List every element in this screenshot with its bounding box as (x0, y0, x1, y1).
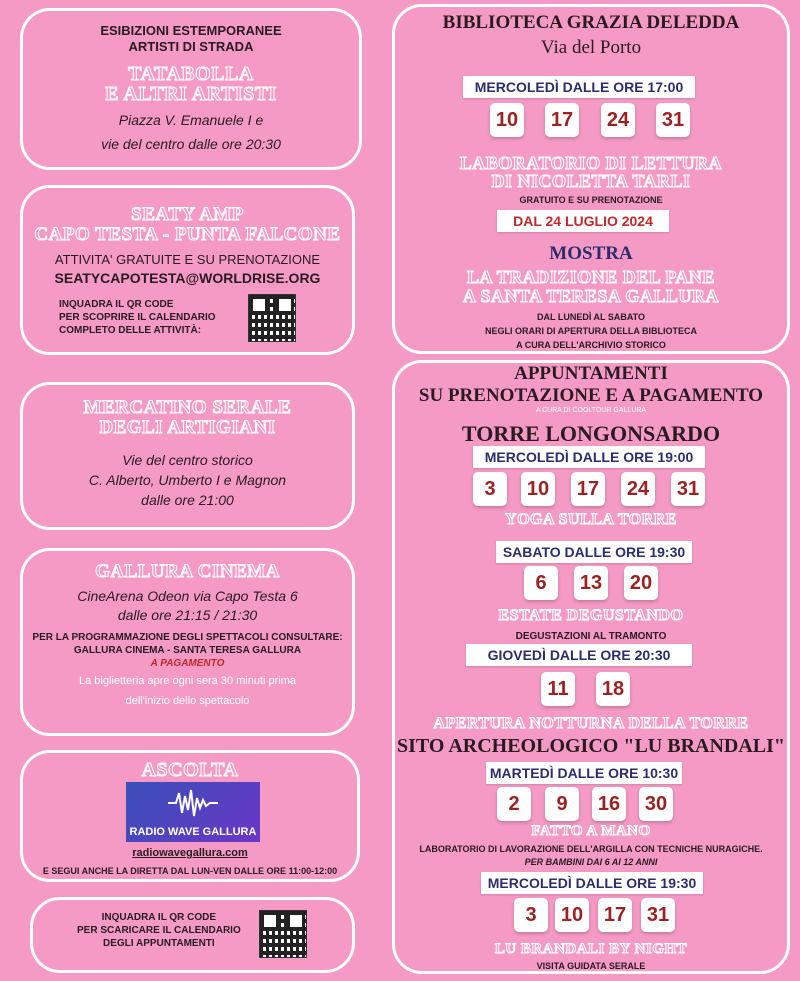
cinema-card (20, 548, 355, 736)
schedule-bar: MERCOLEDÌ DALLE ORE 19:00 (473, 446, 705, 468)
organizer-note: A CURA DI COOLTOUR GALLURA (535, 407, 647, 414)
qr-line: PER SCARICARE IL CALENDARIO (77, 925, 241, 936)
event-title: LA TRADIZIONE DEL PANE (467, 267, 715, 287)
event-note: DEGUSTAZIONI AL TRAMONTO (515, 631, 667, 642)
schedule-bar: MARTEDÌ DALLE ORE 10:30 (486, 762, 682, 784)
email-link[interactable]: SEATYCAPOTESTA@WORLDRISE.ORG (54, 270, 321, 286)
event-note: GRATUITO E SU PRENOTAZIONE (519, 195, 663, 205)
event-note: PER BAMBINI DAI 6 AI 12 ANNI (524, 857, 658, 867)
qr-instructions (59, 298, 216, 337)
date-box: 17 (571, 472, 605, 506)
event-title: FATTO A MANO (531, 823, 651, 839)
card-text: C. Alberto, Umberto I e Magnon (88, 472, 287, 488)
date-box: 11 (541, 672, 575, 706)
soundwave-icon (168, 788, 218, 818)
date-box: 13 (574, 566, 608, 600)
card-location: vie del centro dalle ore 20:30 (101, 136, 281, 152)
card-text: CineArena Odeon via Capo Testa 6 (77, 588, 298, 604)
date-box: 2 (497, 787, 531, 821)
date-box: 10 (521, 472, 555, 506)
paid-label: A PAGAMENTO (150, 658, 225, 669)
card-location: Piazza V. Emanuele I e (118, 112, 264, 128)
qr-line: INQUADRA IL QR CODE (59, 299, 174, 310)
card-title: ASCOLTA (141, 759, 239, 781)
event-note: A CURA DELL'ARCHIVIO STORICO (516, 340, 666, 350)
qr-line: PER SCOPRIRE IL CALENDARIO (59, 312, 216, 323)
section-title: SITO ARCHEOLOGICO "LU BRANDALI" (396, 735, 786, 757)
card-title: E ALTRI ARTISTI (105, 83, 277, 105)
qr-code-icon[interactable] (259, 910, 307, 958)
card-title: TATABOLLA (128, 63, 254, 85)
date-box: 31 (641, 898, 675, 932)
schedule-bar (497, 210, 669, 232)
date-box: 24 (601, 103, 635, 137)
date-box: 6 (524, 566, 558, 600)
qr-line: DEGLI APPUNTAMENTI (103, 938, 215, 949)
event-title: YOGA SULLA TORRE (505, 511, 677, 528)
library-title: BIBLIOTECA GRAZIA DELEDDA (442, 12, 740, 33)
card-text: dalle ore 21:15 / 21:30 (117, 607, 258, 623)
card-title: DEGLI ARTIGIANI (99, 417, 276, 438)
qr-line: INQUADRA IL QR CODE (101, 912, 217, 923)
event-title: LU BRANDALI BY NIGHT (494, 941, 688, 957)
street-artists-card (20, 8, 362, 170)
card-title: MERCATINO SERALE (83, 397, 292, 418)
event-title: A SANTA TERESA GALLURA (463, 286, 719, 306)
card-line: ESIBIZIONI ESTEMPORANEE (100, 23, 282, 38)
appointments-title: SU PRENOTAZIONE E A PAGAMENTO (418, 385, 764, 406)
qr-instructions (77, 911, 241, 950)
date-range: DAL 24 LUGLIO 2024 (513, 213, 653, 229)
schedule-bar: SABATO DALLE ORE 19:30 (496, 541, 692, 563)
card-subtitle: ATTIVITA' GRATUITE E SU PRENOTAZIONE (54, 252, 321, 267)
date-box: 24 (621, 472, 655, 506)
card-text: GALLURA CINEMA - SANTA TERESA GALLURA (73, 645, 302, 656)
schedule-bar: MERCOLEDÌ DALLE ORE 19:30 (481, 872, 703, 894)
date-box: 31 (671, 472, 705, 506)
date-box: 17 (598, 898, 632, 932)
event-note: LABORATORIO DI LAVORAZIONE DELL'ARGILLA CON TECNICHE NURAGICHE. (419, 844, 763, 854)
schedule-bar: GIOVEDÌ DALLE ORE 20:30 (466, 644, 692, 666)
qr-code-icon[interactable] (248, 294, 296, 342)
event-title: DI NICOLETTA TARLI (491, 171, 691, 191)
date-box: 3 (514, 898, 548, 932)
radio-url[interactable]: radiowavegallura.com (132, 847, 248, 859)
seatyamp-card (20, 185, 355, 355)
library-address: Via del Porto (540, 37, 642, 58)
schedule-bar: MERCOLEDÌ DALLE ORE 17:00 (463, 76, 695, 98)
date-box: 3 (473, 472, 507, 506)
card-title: GALLURA CINEMA (95, 561, 280, 582)
market-card (20, 382, 355, 530)
event-note: NEGLI ORARI DI APERTURA DELLA BIBLIOTECA (485, 326, 697, 336)
radio-note: E SEGUI ANCHE LA DIRETTA DAL LUN-VEN DALLE ORE 11:00-12:00 (42, 866, 338, 876)
event-note: VISITA GUIDATA SERALE (536, 961, 646, 971)
mostra-title: MOSTRA (549, 243, 633, 264)
card-text: La biglietteria apre ogni sera 30 minuti prima (78, 675, 297, 687)
date-box: 18 (596, 672, 630, 706)
radio-logo-text: RADIO WAVE GALLURA (129, 826, 257, 838)
library-card (392, 4, 790, 354)
date-box: 10 (490, 103, 524, 137)
event-title: ESTATE DEGUSTANDO (498, 607, 684, 624)
date-box: 20 (624, 566, 658, 600)
card-title: SEATY AMP (131, 204, 244, 225)
event-note: DAL LUNEDÌ AL SABATO (536, 312, 645, 322)
card-line: ARTISTI DI STRADA (128, 39, 254, 54)
date-box: 30 (639, 787, 673, 821)
card-title: CAPO TESTA - PUNTA FALCONE (34, 224, 341, 245)
radio-logo[interactable] (126, 782, 260, 842)
section-title: TORRE LONGONSARDO (461, 421, 721, 446)
date-box: 17 (545, 103, 579, 137)
card-text: Vie del centro storico (122, 452, 253, 468)
qr-line: COMPLETO DELLE ATTIVITÀ: (59, 325, 202, 336)
event-title: APERTURA NOTTURNA DELLA TORRE (433, 715, 749, 732)
card-text: dell'inizio dello spettacolo (125, 695, 250, 707)
calendar-qr-card (30, 897, 355, 973)
date-box: 16 (592, 787, 626, 821)
date-box: 31 (656, 103, 690, 137)
appointments-title: APPUNTAMENTI (514, 363, 668, 384)
date-box: 9 (545, 787, 579, 821)
event-title: LABORATORIO DI LETTURA (459, 153, 723, 173)
card-text: PER LA PROGRAMMAZIONE DEGLI SPETTACOLI CONSULTARE: (32, 632, 343, 643)
date-box: 10 (555, 898, 589, 932)
card-text: dalle ore 21:00 (141, 492, 234, 508)
